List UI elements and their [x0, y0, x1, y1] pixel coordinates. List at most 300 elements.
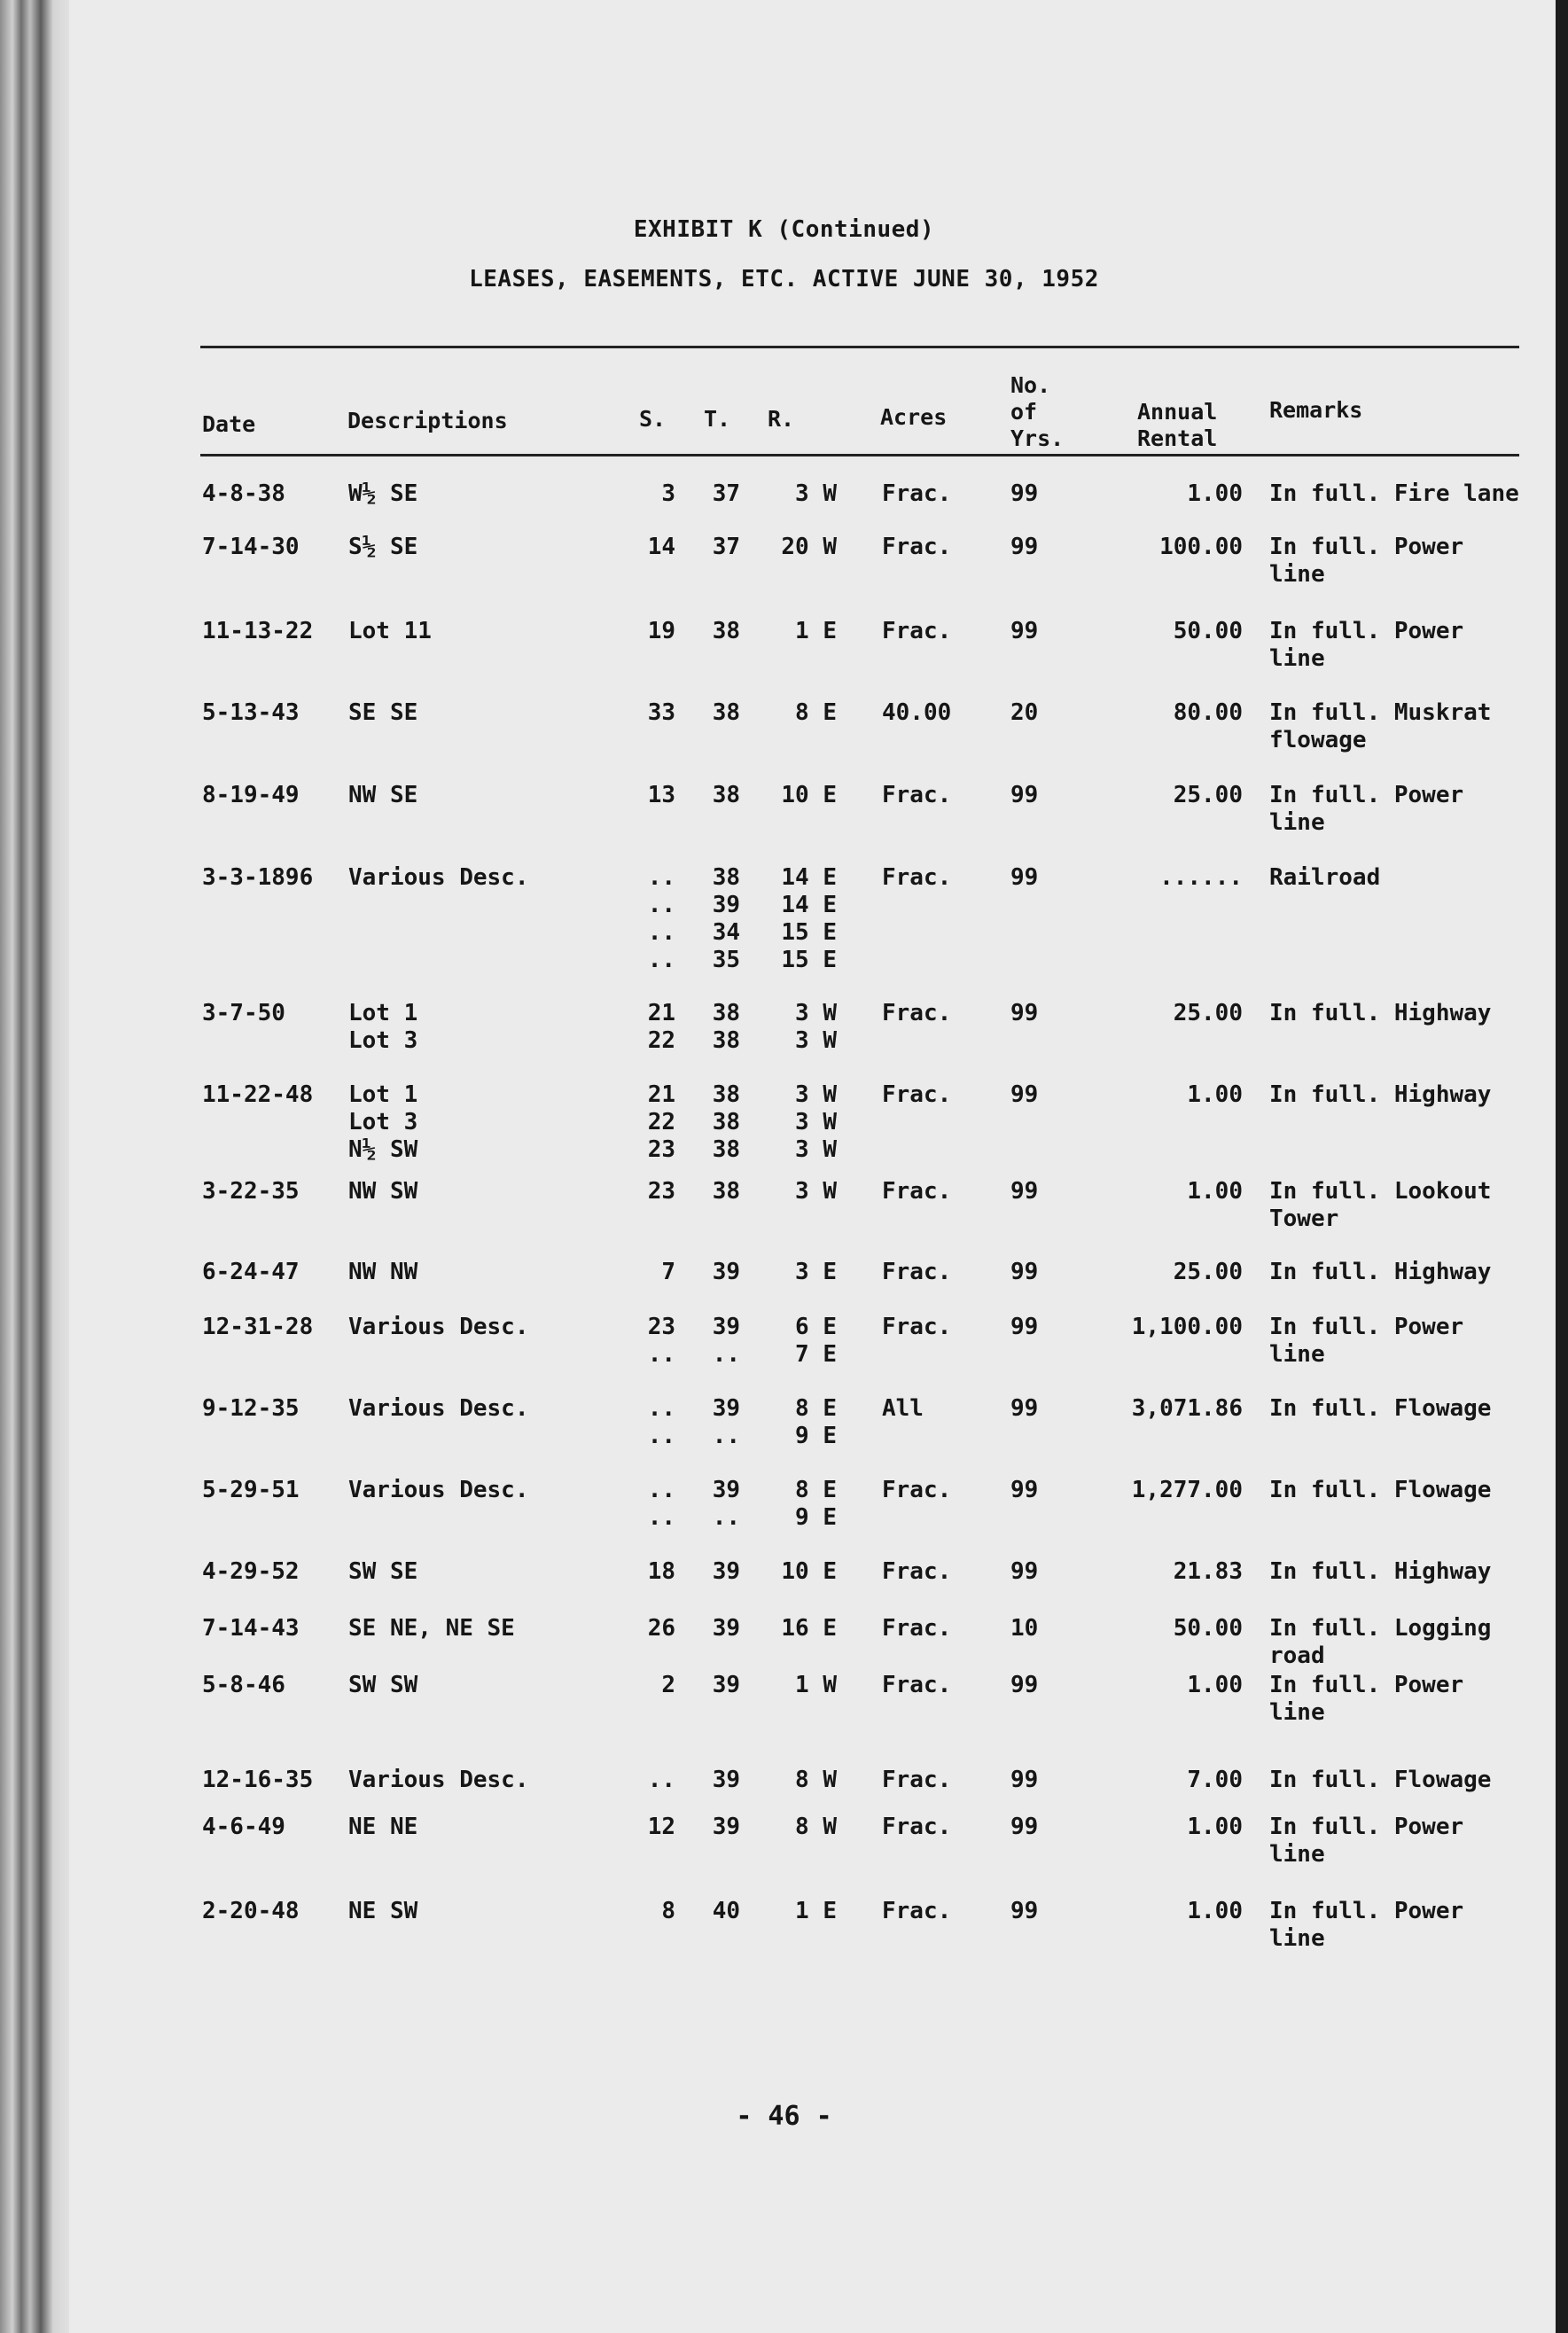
cell-t-line: 39	[712, 1615, 740, 1642]
cell-desc	[348, 618, 623, 645]
header-remarks: Remarks	[1269, 397, 1363, 423]
cell-date-line: 5-29-51	[202, 1477, 300, 1503]
cell-date	[202, 1615, 344, 1642]
cell-rental-line: 80.00	[1173, 699, 1243, 726]
cell-r-line: 8 E	[795, 1395, 837, 1422]
header-years-line: Yrs.	[1010, 425, 1065, 451]
exhibit-title: EXHIBIT K (Continued)	[633, 216, 935, 243]
cell-rental-line: 7.00	[1187, 1767, 1243, 1793]
cell-s	[620, 534, 675, 561]
cell-rental	[1090, 480, 1243, 508]
cell-remarks	[1269, 1814, 1562, 1869]
cell-date	[202, 1558, 344, 1586]
cell-r	[764, 618, 837, 645]
cell-yrs-line: 20	[1010, 699, 1039, 726]
cell-desc	[348, 1558, 623, 1586]
cell-t-line: 38	[712, 1136, 740, 1163]
cell-desc-line: Various Desc.	[348, 1767, 529, 1793]
cell-desc	[348, 864, 623, 892]
cell-s	[620, 1615, 675, 1642]
cell-t-line: 38	[712, 618, 740, 644]
cell-date-line: 11-22-48	[202, 1081, 314, 1108]
cell-yrs-line: 99	[1010, 1178, 1039, 1205]
cell-r-line: 1 E	[795, 1898, 837, 1924]
cell-date	[202, 534, 344, 561]
cell-t-line: 38	[712, 699, 740, 726]
cell-yrs-line: 99	[1010, 1259, 1039, 1285]
cell-remarks-line: In full. Flowage	[1269, 1767, 1492, 1793]
cell-s-line: 8	[661, 1898, 675, 1924]
cell-desc	[348, 1477, 623, 1504]
cell-acres	[882, 618, 979, 645]
cell-acres	[882, 864, 979, 892]
cell-desc-line: Various Desc.	[348, 1395, 529, 1422]
cell-yrs	[1010, 534, 1064, 561]
cell-r	[764, 1259, 837, 1286]
cell-rental-line: 1,277.00	[1131, 1477, 1243, 1503]
header-acres: Acres	[880, 404, 948, 430]
cell-s	[620, 1314, 675, 1369]
cell-r-line: 6 E	[795, 1314, 837, 1340]
cell-r-line: 3 W	[795, 1109, 837, 1135]
cell-t-line: 38	[712, 1109, 740, 1135]
cell-acres-line: Frac.	[882, 1814, 952, 1840]
cell-date-line: 3-22-35	[202, 1178, 300, 1205]
cell-remarks-line: In full. Highway	[1269, 1081, 1492, 1108]
cell-remarks	[1269, 699, 1562, 754]
cell-acres-line: Frac.	[882, 1558, 952, 1585]
cell-t	[687, 1672, 740, 1699]
cell-remarks-line: In full. Power	[1269, 1814, 1464, 1840]
cell-desc-line: Lot 1	[348, 1000, 418, 1026]
cell-acres-line: Frac.	[882, 1672, 952, 1698]
cell-yrs	[1010, 864, 1064, 892]
cell-rental	[1090, 1000, 1243, 1027]
cell-yrs-line: 99	[1010, 1814, 1039, 1840]
cell-s-line: 14	[647, 534, 675, 560]
cell-remarks	[1269, 480, 1562, 508]
cell-remarks-line: flowage	[1269, 727, 1367, 753]
cell-acres	[882, 1558, 979, 1586]
cell-remarks-line: line	[1269, 1341, 1325, 1368]
cell-desc-line: NE NE	[348, 1814, 418, 1840]
cell-s	[620, 1000, 675, 1055]
cell-remarks-line: In full. Flowage	[1269, 1477, 1492, 1503]
header-s: S.	[639, 406, 667, 432]
cell-s-line: 22	[647, 1027, 675, 1054]
header-years-line: of	[1010, 399, 1038, 425]
cell-yrs-line: 99	[1010, 1081, 1039, 1108]
cell-r	[764, 1477, 837, 1532]
cell-t-line: ..	[712, 1423, 740, 1449]
cell-rental	[1090, 782, 1243, 809]
cell-r-line: 8 E	[795, 699, 837, 726]
cell-date	[202, 864, 344, 892]
cell-t-line: 34	[712, 919, 740, 946]
cell-remarks	[1269, 1558, 1562, 1586]
cell-desc	[348, 1314, 623, 1341]
cell-rental	[1090, 1259, 1243, 1286]
cell-remarks	[1269, 618, 1562, 673]
cell-remarks	[1269, 1000, 1562, 1027]
cell-acres	[882, 1259, 979, 1286]
cell-rental	[1090, 1814, 1243, 1841]
cell-desc	[348, 1615, 623, 1642]
cell-rental-line: 1.00	[1187, 1081, 1243, 1108]
cell-yrs-line: 99	[1010, 1672, 1039, 1698]
header-annual-rental	[1137, 399, 1217, 452]
cell-rental-line: 21.83	[1173, 1558, 1243, 1585]
cell-date-line: 4-6-49	[202, 1814, 285, 1840]
cell-date	[202, 618, 344, 645]
cell-yrs	[1010, 1558, 1064, 1586]
cell-acres-line: Frac.	[882, 534, 952, 560]
cell-t-line: ..	[712, 1341, 740, 1368]
header-r: R.	[768, 406, 795, 432]
cell-yrs	[1010, 699, 1064, 727]
cell-s-line: 3	[661, 480, 675, 507]
cell-acres	[882, 1081, 979, 1109]
cell-t	[687, 1898, 740, 1925]
cell-t	[687, 1081, 740, 1164]
cell-acres-line: Frac.	[882, 1000, 952, 1026]
cell-acres	[882, 1000, 979, 1027]
cell-rental	[1090, 864, 1243, 892]
cell-s	[620, 1814, 675, 1841]
cell-desc-line: NW NW	[348, 1259, 418, 1285]
cell-desc	[348, 1395, 623, 1423]
header-top-rule	[200, 346, 1519, 348]
cell-r	[764, 1898, 837, 1925]
cell-s-line: ..	[647, 1423, 675, 1449]
cell-remarks	[1269, 864, 1562, 892]
cell-s-line: 21	[647, 1081, 675, 1108]
cell-r	[764, 782, 837, 809]
cell-date-line: 12-31-28	[202, 1314, 314, 1340]
cell-date	[202, 1814, 344, 1841]
cell-yrs	[1010, 1000, 1064, 1027]
cell-t-line: 38	[712, 1000, 740, 1026]
cell-date-line: 9-12-35	[202, 1395, 300, 1422]
cell-remarks	[1269, 782, 1562, 837]
cell-desc-line: SE SE	[348, 699, 418, 726]
cell-t	[687, 1395, 740, 1450]
cell-yrs	[1010, 782, 1064, 809]
cell-desc-line: S½ SE	[348, 534, 418, 560]
cell-acres-line: 40.00	[882, 699, 952, 726]
cell-date-line: 6-24-47	[202, 1259, 300, 1285]
cell-r	[764, 1178, 837, 1206]
cell-s	[620, 1395, 675, 1450]
cell-t	[687, 1767, 740, 1794]
cell-rental-line: 1.00	[1187, 480, 1243, 507]
cell-s	[620, 1558, 675, 1586]
cell-remarks-line: line	[1269, 1925, 1325, 1952]
cell-s-line: ..	[647, 1395, 675, 1422]
cell-s-line: 33	[647, 699, 675, 726]
cell-rental-line: 3,071.86	[1131, 1395, 1243, 1422]
cell-yrs-line: 99	[1010, 1477, 1039, 1503]
cell-remarks-line: In full. Highway	[1269, 1558, 1492, 1585]
cell-yrs	[1010, 1259, 1064, 1286]
cell-acres-line: Frac.	[882, 864, 952, 891]
cell-remarks	[1269, 1395, 1562, 1423]
cell-t-line: 38	[712, 864, 740, 891]
cell-r-line: 14 E	[781, 864, 837, 891]
cell-t	[687, 1477, 740, 1532]
cell-r	[764, 1314, 837, 1369]
cell-acres-line: Frac.	[882, 1477, 952, 1503]
cell-t-line: 39	[712, 1314, 740, 1340]
cell-r-line: 8 W	[795, 1814, 837, 1840]
cell-t-line: 37	[712, 534, 740, 560]
table-subtitle: LEASES, EASEMENTS, ETC. ACTIVE JUNE 30, 1952	[469, 266, 1099, 293]
cell-desc	[348, 1178, 623, 1206]
cell-yrs-line: 99	[1010, 1314, 1039, 1340]
cell-yrs-line: 99	[1010, 618, 1039, 644]
cell-s	[620, 1081, 675, 1164]
cell-s-line: ..	[647, 892, 675, 918]
cell-t	[687, 1558, 740, 1586]
cell-date	[202, 1672, 344, 1699]
cell-desc	[348, 1259, 623, 1286]
cell-acres	[882, 480, 979, 508]
cell-s-line: ..	[647, 947, 675, 973]
cell-rental-line: 1.00	[1187, 1178, 1243, 1205]
cell-remarks	[1269, 1081, 1562, 1109]
cell-r-line: 1 E	[795, 618, 837, 644]
cell-yrs-line: 99	[1010, 1767, 1039, 1793]
cell-rental-line: 1,100.00	[1131, 1314, 1243, 1340]
cell-yrs	[1010, 1767, 1064, 1794]
cell-r-line: 16 E	[781, 1615, 837, 1642]
cell-remarks-line: In full. Muskrat	[1269, 699, 1492, 726]
cell-rental	[1090, 534, 1243, 561]
cell-s-line: 23	[647, 1136, 675, 1163]
cell-r-line: 3 E	[795, 1259, 837, 1285]
cell-s	[620, 699, 675, 727]
cell-remarks-line: In full. Highway	[1269, 1259, 1492, 1285]
cell-s-line: 7	[661, 1259, 675, 1285]
cell-t	[687, 534, 740, 561]
cell-yrs	[1010, 1814, 1064, 1841]
cell-acres-line: Frac.	[882, 782, 952, 808]
cell-remarks-line: road	[1269, 1642, 1325, 1669]
cell-remarks-line: In full. Logging	[1269, 1615, 1492, 1642]
cell-remarks-line: In full. Highway	[1269, 1000, 1492, 1026]
cell-t-line: 39	[712, 1767, 740, 1793]
cell-acres	[882, 1898, 979, 1925]
cell-t-line: 35	[712, 947, 740, 973]
page-number: - 46 -	[736, 2101, 832, 2132]
scan-edge	[1556, 0, 1568, 2333]
cell-r	[764, 480, 837, 508]
cell-acres	[882, 1477, 979, 1504]
cell-date-line: 8-19-49	[202, 782, 300, 808]
cell-r-line: 3 W	[795, 1136, 837, 1163]
cell-r	[764, 1000, 837, 1055]
cell-desc	[348, 1000, 623, 1055]
cell-yrs	[1010, 480, 1064, 508]
cell-desc	[348, 1672, 623, 1699]
cell-desc	[348, 782, 623, 809]
cell-remarks	[1269, 1898, 1562, 1953]
cell-desc-line: Various Desc.	[348, 1314, 529, 1340]
header-date: Date	[202, 411, 256, 437]
cell-acres	[882, 1395, 979, 1423]
cell-t-line: 39	[712, 1477, 740, 1503]
cell-desc	[348, 1767, 623, 1794]
cell-r	[764, 1558, 837, 1586]
cell-rental-line: 1.00	[1187, 1898, 1243, 1924]
cell-rental	[1090, 1767, 1243, 1794]
cell-yrs	[1010, 1477, 1064, 1504]
cell-remarks-line: Tower	[1269, 1206, 1339, 1232]
cell-date	[202, 782, 344, 809]
cell-s	[620, 1178, 675, 1206]
cell-s	[620, 1477, 675, 1532]
header-years	[1010, 372, 1064, 452]
cell-rental	[1090, 1178, 1243, 1206]
cell-s-line: 13	[647, 782, 675, 808]
cell-yrs-line: 99	[1010, 480, 1039, 507]
cell-rental-line: 25.00	[1173, 1000, 1243, 1026]
cell-date	[202, 1259, 344, 1286]
document-page	[69, 0, 1556, 2333]
cell-s	[620, 782, 675, 809]
cell-date	[202, 480, 344, 508]
cell-yrs	[1010, 1314, 1064, 1341]
header-years-line: No.	[1010, 372, 1051, 398]
cell-t	[687, 1178, 740, 1206]
cell-s	[620, 1767, 675, 1794]
cell-yrs	[1010, 1615, 1064, 1642]
cell-s	[620, 1259, 675, 1286]
cell-acres-line: Frac.	[882, 618, 952, 644]
cell-date-line: 7-14-43	[202, 1615, 300, 1642]
cell-rental-line: 25.00	[1173, 1259, 1243, 1285]
cell-acres-line: Frac.	[882, 480, 952, 507]
cell-desc-line: Various Desc.	[348, 1477, 529, 1503]
cell-acres	[882, 699, 979, 727]
cell-t-line: 39	[712, 1672, 740, 1698]
cell-acres	[882, 1615, 979, 1642]
cell-r-line: 15 E	[781, 919, 837, 946]
cell-s-line: 2	[661, 1672, 675, 1698]
header-bottom-rule	[200, 454, 1519, 456]
cell-s-line: 19	[647, 618, 675, 644]
cell-acres	[882, 1178, 979, 1206]
cell-remarks-line: In full. Flowage	[1269, 1395, 1492, 1422]
cell-r	[764, 1814, 837, 1841]
cell-desc-line: SE NE, NE SE	[348, 1615, 515, 1642]
cell-acres-line: All	[882, 1395, 924, 1422]
cell-acres-line: Frac.	[882, 1615, 952, 1642]
cell-acres-line: Frac.	[882, 1767, 952, 1793]
cell-t	[687, 782, 740, 809]
cell-remarks	[1269, 1259, 1562, 1286]
cell-acres	[882, 782, 979, 809]
cell-yrs	[1010, 1395, 1064, 1423]
cell-date	[202, 1000, 344, 1027]
cell-t	[687, 1615, 740, 1642]
cell-yrs-line: 99	[1010, 1395, 1039, 1422]
cell-remarks-line: Railroad	[1269, 864, 1381, 891]
cell-desc	[348, 480, 623, 508]
header-rental-line: Annual	[1137, 399, 1218, 425]
cell-acres	[882, 1314, 979, 1341]
cell-desc-line: Lot 3	[348, 1027, 418, 1054]
cell-s	[620, 1672, 675, 1699]
cell-remarks-line: line	[1269, 1841, 1325, 1868]
cell-remarks	[1269, 534, 1562, 589]
cell-remarks	[1269, 1767, 1562, 1794]
cell-s-line: 18	[647, 1558, 675, 1585]
cell-yrs	[1010, 1672, 1064, 1699]
cell-rental	[1090, 1314, 1243, 1341]
cell-s-line: 21	[647, 1000, 675, 1026]
cell-r-line: 10 E	[781, 1558, 837, 1585]
cell-s-line: ..	[647, 1767, 675, 1793]
cell-rental-line: 1.00	[1187, 1672, 1243, 1698]
cell-remarks-line: line	[1269, 561, 1325, 588]
cell-remarks-line: In full. Power	[1269, 1672, 1464, 1698]
cell-r	[764, 1395, 837, 1450]
cell-r-line: 9 E	[795, 1423, 837, 1449]
cell-acres-line: Frac.	[882, 1898, 952, 1924]
cell-s-line: 26	[647, 1615, 675, 1642]
cell-t	[687, 1000, 740, 1055]
cell-rental-line: 50.00	[1173, 1615, 1243, 1642]
cell-s-line: ..	[647, 1341, 675, 1368]
cell-desc-line: SW SW	[348, 1672, 418, 1698]
cell-rental-line: ......	[1159, 864, 1243, 891]
cell-desc-line: Lot 11	[348, 618, 432, 644]
cell-s	[620, 1898, 675, 1925]
cell-desc-line: NW SW	[348, 1178, 418, 1205]
cell-acres-line: Frac.	[882, 1259, 952, 1285]
cell-date	[202, 1898, 344, 1925]
cell-remarks-line: line	[1269, 645, 1325, 672]
cell-r-line: 14 E	[781, 892, 837, 918]
cell-t-line: 38	[712, 782, 740, 808]
cell-rental	[1090, 1558, 1243, 1586]
cell-rental	[1090, 1898, 1243, 1925]
cell-remarks-line: In full. Power	[1269, 1898, 1464, 1924]
cell-r-line: 3 W	[795, 1081, 837, 1108]
cell-t-line: 39	[712, 1395, 740, 1422]
cell-t	[687, 1259, 740, 1286]
cell-date-line: 2-20-48	[202, 1898, 300, 1924]
cell-desc	[348, 1081, 623, 1164]
cell-date	[202, 1767, 344, 1794]
cell-desc	[348, 699, 623, 727]
cell-rental-line: 100.00	[1159, 534, 1243, 560]
cell-rental	[1090, 618, 1243, 645]
cell-r-line: 20 W	[781, 534, 837, 560]
cell-remarks-line: In full. Fire lane	[1269, 480, 1519, 507]
cell-remarks	[1269, 1615, 1562, 1670]
cell-t-line: 39	[712, 892, 740, 918]
cell-date	[202, 1477, 344, 1504]
cell-date-line: 3-3-1896	[202, 864, 314, 891]
cell-t-line: 38	[712, 1178, 740, 1205]
cell-desc-line: W½ SE	[348, 480, 418, 507]
cell-acres-line: Frac.	[882, 1081, 952, 1108]
cell-yrs-line: 99	[1010, 782, 1039, 808]
cell-r-line: 8 E	[795, 1477, 837, 1503]
cell-r-line: 10 E	[781, 782, 837, 808]
